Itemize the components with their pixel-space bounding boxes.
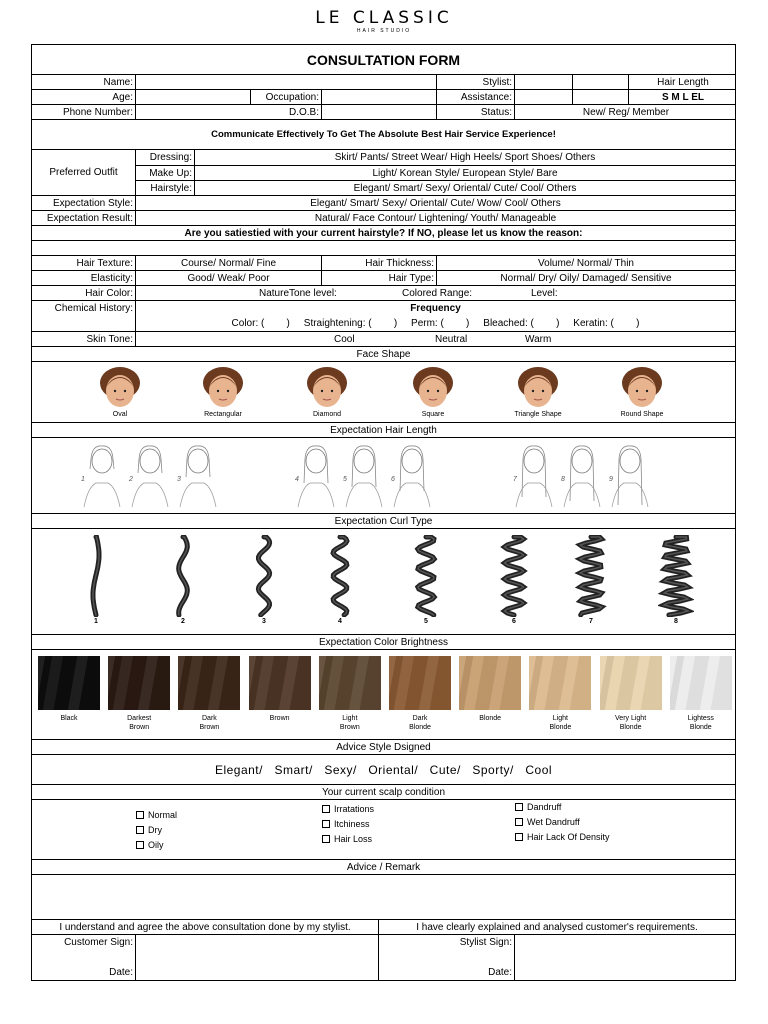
face-shape-title: Face Shape <box>356 348 411 360</box>
expectation-result-label: Expectation Result: <box>46 212 133 224</box>
checkbox-icon[interactable] <box>515 833 523 841</box>
curl-type-number: 4 <box>338 618 342 625</box>
customer-sign-field[interactable] <box>135 935 378 980</box>
elasticity-label: Elasticity: <box>90 272 133 284</box>
curl-icon <box>496 535 532 617</box>
color-label: Dark Brown <box>199 715 220 731</box>
hair-length-number: 5 <box>343 476 347 483</box>
color-option-3[interactable] <box>247 656 313 723</box>
skin-tone-neutral[interactable]: Neutral <box>435 333 468 345</box>
face-shape-4[interactable] <box>498 365 578 419</box>
colored-range-label: Colored Range: <box>402 287 473 299</box>
age-label: Age: <box>112 91 133 103</box>
face-icon <box>201 365 245 409</box>
hair-sketch-icon <box>340 441 388 509</box>
hair-sketch-icon <box>126 441 174 509</box>
color-label: Black <box>60 715 78 722</box>
expectation-style-options[interactable]: Elegant/ Smart/ Sexy/ Oriental/ Cute/ Wow/ Cool/ Others <box>135 196 735 210</box>
texture-row <box>32 255 735 270</box>
stylist-field-2[interactable] <box>572 75 628 89</box>
curl-type-number: 8 <box>674 618 678 625</box>
stylist-sign-field[interactable] <box>514 935 735 980</box>
scalp-option[interactable] <box>136 840 164 850</box>
hair-sketch-icon <box>174 441 222 509</box>
scalp-option[interactable] <box>515 802 561 812</box>
preferred-outfit-label: Preferred Outfit <box>49 167 118 178</box>
curl-type-number: 2 <box>181 618 185 625</box>
scalp-header <box>32 784 735 799</box>
chemical-history-row <box>32 300 735 331</box>
scalp-option-label: Itchiness <box>334 819 370 829</box>
name-row <box>32 74 735 89</box>
hair-length-options[interactable]: S M L EL <box>628 90 737 104</box>
hair-length-number: 6 <box>391 476 395 483</box>
color-option-1[interactable] <box>106 656 172 732</box>
checkbox-icon[interactable] <box>322 820 330 828</box>
face-shape-3[interactable] <box>393 365 473 419</box>
color-swatch <box>319 656 381 710</box>
texture-label: Hair Texture: <box>76 257 133 269</box>
advice-style-options[interactable]: Elegant/ Smart/ Sexy/ Oriental/ Cute/ Sporty/ Cool <box>214 762 553 777</box>
scalp-option[interactable] <box>322 834 372 844</box>
hair-sketch-icon <box>606 441 654 509</box>
occupation-field[interactable] <box>321 90 436 104</box>
color-brightness-options <box>32 649 735 739</box>
color-label: Very Light Blonde <box>615 715 647 731</box>
face-shape-label: Rectangular <box>204 411 242 418</box>
hair-length-number: 8 <box>561 476 565 483</box>
scalp-option-label: Hair Loss <box>334 834 373 844</box>
face-shape-label: Triangle Shape <box>514 411 562 418</box>
stylist-field[interactable] <box>514 75 572 89</box>
phone-label: Phone Number: <box>62 106 133 118</box>
curl-type-number: 6 <box>512 618 516 625</box>
curl-icon <box>573 535 609 617</box>
brand-header <box>0 8 768 34</box>
face-shape-options <box>32 361 735 422</box>
hair-sketch-icon <box>388 441 436 509</box>
hair-length-option-1[interactable] <box>78 441 126 509</box>
face-shape-5[interactable] <box>602 365 682 419</box>
hairstyle-options[interactable]: Elegant/ Smart/ Sexy/ Oriental/ Cute/ Cool/ Others <box>194 181 735 196</box>
hair-sketch-icon <box>292 441 340 509</box>
communicate-text: Communicate Effectively To Get The Absolute Best Hair Service Experience! <box>211 129 556 140</box>
color-swatch <box>178 656 240 710</box>
scalp-option[interactable] <box>322 819 370 829</box>
nature-tone-label: NatureTone level: <box>259 287 337 299</box>
curl-type-option-4[interactable] <box>320 535 360 626</box>
hair-length-option-2[interactable] <box>126 441 174 509</box>
agreement-row <box>32 919 735 934</box>
curl-type-title: Expectation Curl Type <box>334 515 433 527</box>
hair-sketch-icon <box>558 441 606 509</box>
hair-type-options[interactable]: Normal/ Dry/ Oily/ Damaged/ Sensitive <box>436 271 735 285</box>
checkbox-icon[interactable] <box>322 805 330 813</box>
curl-type-option-6[interactable] <box>494 535 534 626</box>
hair-length-option-4[interactable] <box>292 441 340 509</box>
hair-length-option-7[interactable] <box>510 441 558 509</box>
color-label: Light Brown <box>339 715 360 731</box>
customer-date-label: Date: <box>109 967 133 978</box>
scalp-options <box>32 799 735 859</box>
scalp-option[interactable] <box>515 832 610 842</box>
hair-color-field[interactable] <box>135 286 735 300</box>
hairstyle-label: Hairstyle: <box>150 183 192 194</box>
skin-tone-row <box>32 331 735 346</box>
advice-style-header <box>32 739 735 754</box>
curl-type-option-8[interactable] <box>656 535 696 626</box>
curl-type-number: 7 <box>589 618 593 625</box>
satisfied-row <box>32 225 735 240</box>
scalp-option-label: Dandruff <box>527 802 562 812</box>
curl-icon <box>165 535 201 617</box>
skin-tone-warm[interactable]: Warm <box>525 333 552 345</box>
skin-tone-cool[interactable]: Cool <box>334 333 355 345</box>
color-swatch <box>670 656 732 710</box>
hair-length-header <box>32 422 735 437</box>
hair-length-number: 7 <box>513 476 517 483</box>
hair-type-label: Hair Type: <box>321 271 436 285</box>
curl-type-options <box>32 528 735 634</box>
hair-sketch-icon <box>78 441 126 509</box>
color-label: Lightess Blonde <box>687 715 714 731</box>
color-brightness-title: Expectation Color Brightness <box>319 636 448 648</box>
assistance-label: Assistance: <box>436 90 514 104</box>
satisfied-question: Are you satiestied with your current hairstyle? If NO, please let us know the reason: <box>184 227 583 239</box>
curl-icon <box>322 535 358 617</box>
expectation-result-row <box>32 210 735 225</box>
color-swatch <box>459 656 521 710</box>
advice-style-title: Advice Style Dsigned <box>336 741 431 753</box>
name-field[interactable] <box>135 75 436 89</box>
hair-length-number: 2 <box>129 476 133 483</box>
dressing-label: Dressing: <box>149 152 192 163</box>
color-option-5[interactable] <box>387 656 453 732</box>
face-shape-label: Round Shape <box>620 411 664 418</box>
face-shape-label: Oval <box>112 411 128 418</box>
curl-type-option-3[interactable] <box>244 535 284 626</box>
stylist-label: Stylist: <box>436 75 514 89</box>
elasticity-options[interactable]: Good/ Weak/ Poor <box>135 271 321 285</box>
face-icon <box>305 365 349 409</box>
chemical-history-field[interactable] <box>135 301 735 331</box>
scalp-option-label: Hair Lack Of Density <box>527 832 610 842</box>
stylist-sign-label: Stylist Sign: <box>378 935 514 980</box>
face-icon <box>620 365 664 409</box>
checkbox-icon[interactable] <box>515 818 523 826</box>
curl-icon <box>658 535 694 617</box>
scalp-title: Your current scalp condition <box>321 786 446 798</box>
status-options[interactable]: New/ Reg/ Member <box>514 105 737 119</box>
brand-name: LE CLASSIC <box>315 8 453 28</box>
face-shape-1[interactable] <box>183 365 263 419</box>
advice-remark-field[interactable] <box>32 874 735 919</box>
customer-sign-label: Customer Sign: <box>64 937 133 948</box>
level-label: Level: <box>531 287 558 299</box>
curl-type-option-1[interactable] <box>76 535 116 626</box>
curl-type-header <box>32 513 735 528</box>
advice-remark-title: Advice / Remark <box>346 861 421 873</box>
frequency-label: Frequency <box>410 303 461 314</box>
hair-length-option-9[interactable] <box>606 441 654 509</box>
checkbox-icon[interactable] <box>136 811 144 819</box>
texture-options[interactable]: Course/ Normal/ Fine <box>135 256 321 270</box>
age-row <box>32 89 735 104</box>
hair-length-label: Hair Length <box>628 75 737 89</box>
expectation-result-options[interactable]: Natural/ Face Contour/ Lightening/ Youth/ Manageable <box>135 211 735 225</box>
face-icon <box>411 365 455 409</box>
form-title: CONSULTATION FORM <box>306 51 461 68</box>
curl-type-option-2[interactable] <box>163 535 203 626</box>
chemical-items: Color: ( ) Straightening: ( ) Perm: ( ) Bleached: ( ) Keratin: ( ) <box>231 318 640 329</box>
skin-tone-label: Skin Tone: <box>86 333 133 345</box>
curl-type-number: 3 <box>262 618 266 625</box>
color-label: Light Blonde <box>549 715 572 731</box>
occupation-label: Occupation: <box>250 90 321 104</box>
stylist-agreement: I have clearly explained and analysed customer's requirements. <box>378 920 735 934</box>
status-label: Status: <box>436 105 514 119</box>
curl-icon <box>408 535 444 617</box>
color-option-4[interactable] <box>317 656 383 732</box>
dob-label: D.O.B: <box>288 106 319 118</box>
curl-type-number: 1 <box>94 618 98 625</box>
makeup-label: Make Up: <box>149 167 192 179</box>
face-shape-2[interactable] <box>287 365 367 419</box>
scalp-option-label: Wet Dandruff <box>527 817 580 827</box>
customer-agreement: I understand and agree the above consultation done by my stylist. <box>59 921 351 933</box>
consultation-form <box>31 44 736 981</box>
title-row <box>32 45 735 74</box>
color-label: Darkest Brown <box>127 715 152 731</box>
advice-remark-header <box>32 859 735 874</box>
dressing-options[interactable]: Skirt/ Pants/ Street Wear/ High Heels/ Sport Shoes/ Others <box>194 150 735 165</box>
color-option-9[interactable] <box>668 656 734 732</box>
color-swatch <box>249 656 311 710</box>
face-shape-label: Square <box>421 411 445 418</box>
makeup-options[interactable]: Light/ Korean Style/ European Style/ Bare <box>194 166 735 180</box>
checkbox-icon[interactable] <box>136 826 144 834</box>
scalp-option[interactable] <box>322 804 374 814</box>
thickness-label: Hair Thickness: <box>321 256 436 270</box>
curl-type-number: 5 <box>424 618 428 625</box>
scalp-option[interactable] <box>136 825 162 835</box>
hair-color-label: Hair Color: <box>85 287 133 299</box>
color-option-7[interactable] <box>527 656 593 732</box>
scalp-option[interactable] <box>136 810 177 820</box>
color-option-8[interactable] <box>598 656 664 732</box>
preferred-outfit-block <box>32 149 735 195</box>
face-shape-0[interactable] <box>80 365 160 419</box>
hair-length-number: 1 <box>81 476 85 483</box>
curl-icon <box>246 535 282 617</box>
phone-row <box>32 104 735 119</box>
hair-length-title: Expectation Hair Length <box>330 424 437 436</box>
color-label: Dark Blonde <box>409 715 431 731</box>
scalp-option-label: Normal <box>148 810 178 820</box>
hair-length-number: 3 <box>177 476 181 483</box>
color-swatch <box>529 656 591 710</box>
assistance-field-2[interactable] <box>572 90 628 104</box>
hair-sketch-icon <box>510 441 558 509</box>
curl-type-option-5[interactable] <box>406 535 446 626</box>
hair-color-row <box>32 285 735 300</box>
hair-length-number: 4 <box>295 476 299 483</box>
expectation-style-label: Expectation Style: <box>52 197 133 209</box>
hair-length-option-3[interactable] <box>174 441 222 509</box>
scalp-option-label: Dry <box>148 825 162 835</box>
face-shape-label: Diamond <box>312 411 341 418</box>
thickness-options[interactable]: Volume/ Normal/ Thin <box>436 256 735 270</box>
checkbox-icon[interactable] <box>136 841 144 849</box>
signature-row <box>32 934 735 980</box>
advice-style-row <box>32 754 735 784</box>
hair-length-option-8[interactable] <box>558 441 606 509</box>
hair-length-options <box>32 437 735 513</box>
phone-field[interactable] <box>135 105 250 119</box>
brand-subtitle: HAIR STUDIO <box>356 28 412 34</box>
color-option-0[interactable] <box>36 656 102 723</box>
stylist-date-label: Date: <box>488 967 512 978</box>
scalp-option[interactable] <box>515 817 580 827</box>
color-option-2[interactable] <box>176 656 242 732</box>
scalp-option-label: Irratations <box>334 804 375 814</box>
face-shape-header <box>32 346 735 361</box>
dob-field[interactable] <box>321 105 436 119</box>
color-option-6[interactable] <box>457 656 523 723</box>
age-field[interactable] <box>135 90 250 104</box>
curl-type-option-7[interactable] <box>571 535 611 626</box>
face-icon <box>98 365 142 409</box>
scalp-option-label: Oily <box>148 840 164 850</box>
satisfied-answer-field[interactable] <box>32 240 735 255</box>
hair-length-option-6[interactable] <box>388 441 436 509</box>
color-swatch <box>600 656 662 710</box>
color-label: Blonde <box>479 715 502 722</box>
name-label: Name: <box>103 76 133 88</box>
color-swatch <box>389 656 451 710</box>
skin-tone-field[interactable] <box>135 332 735 346</box>
color-brightness-header <box>32 634 735 649</box>
hair-length-option-5[interactable] <box>340 441 388 509</box>
hair-length-number: 9 <box>609 476 613 483</box>
assistance-field[interactable] <box>514 90 572 104</box>
expectation-style-row <box>32 195 735 210</box>
communicate-row <box>32 119 735 149</box>
elasticity-row <box>32 270 735 285</box>
chemical-history-label: Chemical History: <box>54 303 133 314</box>
color-swatch <box>38 656 100 710</box>
color-label: Brown <box>269 715 290 722</box>
checkbox-icon[interactable] <box>322 835 330 843</box>
color-swatch <box>108 656 170 710</box>
curl-icon <box>78 535 114 617</box>
checkbox-icon[interactable] <box>515 803 523 811</box>
face-icon <box>516 365 560 409</box>
